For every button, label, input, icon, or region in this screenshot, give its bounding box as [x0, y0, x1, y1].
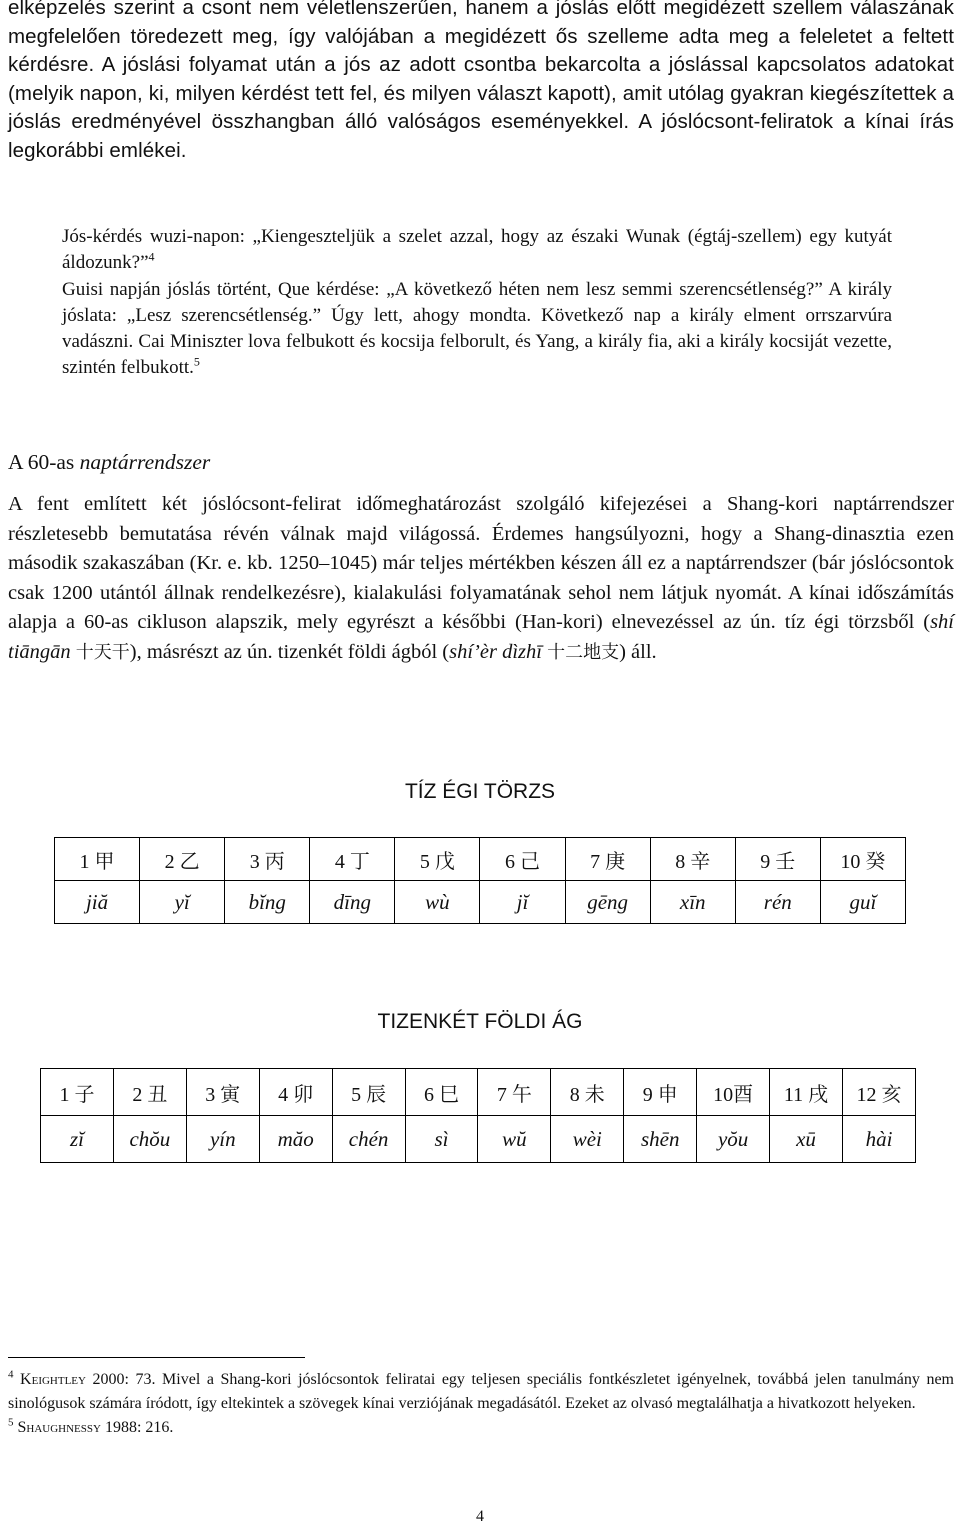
footnote-ref-5[interactable]: 5: [193, 354, 200, 369]
table-cell: 11 戌: [770, 1069, 843, 1116]
main-paragraph: [8, 490, 954, 667]
table-cell: rén: [735, 881, 820, 924]
table-cell: 5 戊: [395, 838, 480, 881]
table-cell: wèi: [551, 1116, 624, 1163]
table-cell: 2 丑: [113, 1069, 186, 1116]
main-text-1: A fent említett két jóslócsont-felirat időmeghatározást szolgáló kifejezései a Shang-kori naptárrendszer részletesebb bemutatása révén válnak majd világossá. Érdemes hangsúlyozni, hogy a Shang-dinasztia ezen második szakaszában (Kr. e. kb. 1250–1045) már teljes mértékben készen áll ez a naptárrendszer (bár jóslócsontok csak 1200 utántól állnak rendelkezésre), kialakulási folyamatának sehol nem látjuk nyomát. A kínai időszámítás alapja a 60-as cikluson alapszik, mely egyrészt a későbbi (Han-kori) elnevezéssel az ún. tíz égi törzsből (: [8, 493, 954, 633]
footnote-4-number: 4: [8, 1368, 14, 1381]
table-cell: 12 亥: [842, 1069, 915, 1116]
table-cell: gēng: [565, 881, 650, 924]
table-cell: 4 卯: [259, 1069, 332, 1116]
table-cell: 6 巳: [405, 1069, 478, 1116]
table-cell: 9 壬: [735, 838, 820, 881]
table-cell: zĭ: [41, 1116, 114, 1163]
footnote-4-text: 2000: 73. Mivel a Shang-kori jóslócsontok feliratai egy teljesen speciális fontkészletet igényelnek, továbbá jelen tanulmány nem sinológusok számára íródott, így eltekintek a szövegek kínai verziójának megadásától. Ezeket az olvasó megtalálhatja a hivatkozott helyeken.: [8, 1371, 955, 1412]
table-cell: 2 乙: [140, 838, 225, 881]
table-cell: 3 丙: [225, 838, 310, 881]
table-cell: jiă: [55, 881, 140, 924]
branches-table: [40, 1068, 916, 1163]
table-cell: 1 甲: [55, 838, 140, 881]
heading-prefix: A 60-as: [8, 450, 80, 474]
footnotes: [8, 1368, 954, 1440]
table-cell: măo: [259, 1116, 332, 1163]
table-cell: 6 己: [480, 838, 565, 881]
table-cell: chŏu: [113, 1116, 186, 1163]
stems-hanzi: 十天干: [75, 641, 130, 663]
stems-row-pinyin: [55, 881, 906, 924]
quote-2-text: Guisi napján jóslás történt, Que kérdése: „A következő héten nem lesz semmi szerencsétlenség?” A király jóslata: „Lesz szerencsétlenség.” Úgy lett, ahogy mondta. Következő nap a király elment orrszarvúra vadászni. Cai Miniszter lova felbukott és kocsija felborult, és Yang, a király fia, aki a király kocsiját vezette, szintén felbukott.: [62, 279, 892, 378]
table-cell: xū: [770, 1116, 843, 1163]
table-cell: bĭng: [225, 881, 310, 924]
footnote-5-author: Shaughnessy: [17, 1419, 101, 1436]
table-cell: xīn: [650, 881, 735, 924]
table-cell: sì: [405, 1116, 478, 1163]
table-cell: hài: [842, 1116, 915, 1163]
table-cell: chén: [332, 1116, 405, 1163]
heading-italic: naptárrendszer: [79, 450, 211, 474]
table-cell: yĭ: [140, 881, 225, 924]
oracle-quote-1: [62, 224, 892, 276]
table-cell: wù: [395, 881, 480, 924]
stems-table: [54, 837, 906, 924]
branches-row-hanzi: [41, 1069, 916, 1116]
footnote-5-text: 1988: 216.: [100, 1419, 174, 1436]
table-cell: jĭ: [480, 881, 565, 924]
stems-table-title: TÍZ ÉGI TÖRZS: [404, 780, 556, 803]
branches-row-pinyin: [41, 1116, 916, 1163]
table-cell: wŭ: [478, 1116, 551, 1163]
table-cell: 3 寅: [186, 1069, 259, 1116]
footnote-4-author: Keightley: [20, 1371, 86, 1388]
footnote-5: [8, 1416, 954, 1440]
table-cell: 8 辛: [650, 838, 735, 881]
table-cell: guĭ: [820, 881, 905, 924]
footnote-divider: [8, 1357, 305, 1358]
page-number: 4: [476, 1508, 484, 1525]
table-cell: 7 午: [478, 1069, 551, 1116]
intro-paragraph: elképzelés szerint a csont nem véletlenszerűen, hanem a jóslás előtt megidézett szellem válaszának megfelelően töredezett meg, így valójában a megidézett ős szelleme adta meg a feleletet a feltett kérdésre. A jóslási folyamat után a jós az adott csontba bekarcolta a jóslással kapcsolatos adatokat (melyik napon, ki, milyen kérdést tett fel, és milyen választ kapott), amit utólag gyakran kiegészítettek a jóslás eredményével összhangban álló valóságos eseményekkel. A jóslócsont-feliratok a kínai írás legkorábbi emlékei.: [8, 0, 954, 162]
footnote-5-number: 5: [8, 1416, 14, 1429]
table-cell: 10酉: [697, 1069, 770, 1116]
table-cell: yŏu: [697, 1116, 770, 1163]
section-heading: [8, 450, 210, 475]
oracle-quote-2: [62, 277, 892, 381]
table-cell: 1 子: [41, 1069, 114, 1116]
table-cell: 5 辰: [332, 1069, 405, 1116]
footnote-ref-4[interactable]: 4: [148, 249, 155, 264]
quote-1-text: Jós-kérdés wuzi-napon: „Kiengeszteljük a szelet azzal, hogy az északi Wunak (égtáj-szellem) egy kutyát áldozunk?”: [62, 226, 892, 273]
table-cell: shēn: [624, 1116, 697, 1163]
branches-pinyin: shí’èr dìzhī: [449, 640, 542, 663]
footnote-4: [8, 1368, 954, 1416]
main-text-2: ), másrészt az ún. tizenkét földi ágból (: [129, 640, 450, 663]
stems-row-hanzi: [55, 838, 906, 881]
table-cell: 8 未: [551, 1069, 624, 1116]
table-cell: 10 癸: [820, 838, 905, 881]
table-cell: dīng: [310, 881, 395, 924]
branches-table-title: TIZENKÉT FÖLDI ÁG: [377, 1010, 583, 1033]
table-cell: 4 丁: [310, 838, 395, 881]
branches-hanzi: 十二地支: [547, 641, 620, 663]
main-text-3: ) áll.: [619, 640, 657, 663]
table-cell: yín: [186, 1116, 259, 1163]
table-cell: 9 申: [624, 1069, 697, 1116]
table-cell: 7 庚: [565, 838, 650, 881]
stems-pinyin: shí tiāngān: [8, 611, 954, 663]
